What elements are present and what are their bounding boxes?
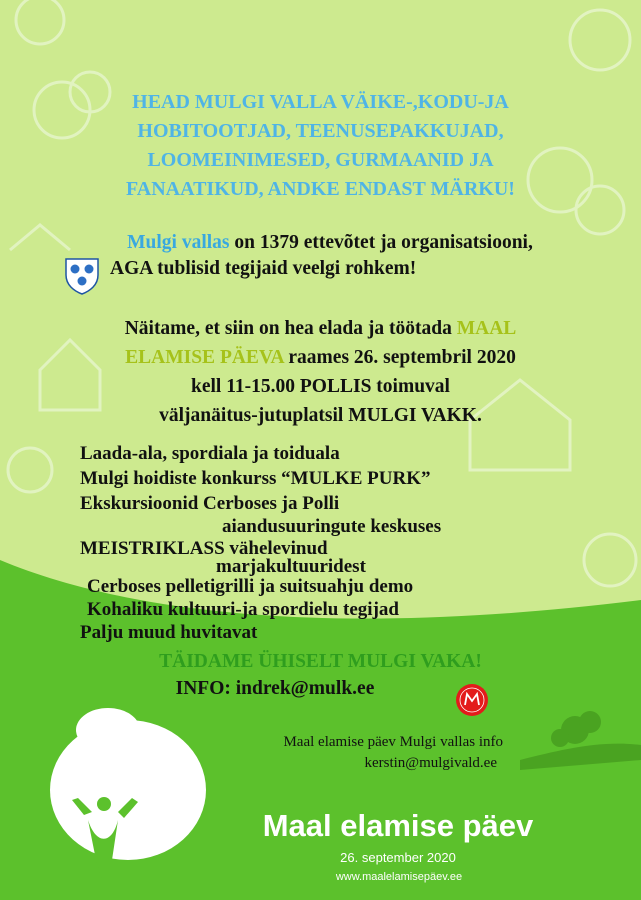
municipality-crest-icon [64, 257, 100, 295]
list-item: Mulgi hoidiste konkurss “MULKE PURK” [80, 468, 431, 489]
brand-title: Maal elamise päev [262, 808, 534, 843]
event-text: raames 26. septembril 2020 [283, 347, 516, 368]
event-line: väljanäitus-jutuplatsil MULGI VAKK. [159, 405, 482, 426]
event-paragraph [20, 314, 621, 430]
event-line [20, 343, 621, 372]
headline-line: HEAD MULGI VALLA VÄIKE-,KODU-JA [132, 91, 509, 113]
list-item: aiandusuuringute keskuses [222, 516, 442, 537]
intro-line-1 [40, 232, 620, 254]
brand-date: 26. september 2020 [340, 850, 456, 865]
headline-line: FANAATIKUD, ANDKE ENDAST MÄRKU! [126, 178, 515, 200]
list-item: Cerboses pelletigrilli ja suitsuahju demo [87, 576, 414, 597]
contact-email: kerstin@mulgivald.ee [364, 755, 497, 771]
headline [30, 88, 611, 204]
event-line: kell 11-15.00 POLLIS toimuval [191, 376, 450, 397]
headline-line: LOOMEINIMESED, GURMAANID JA [147, 149, 494, 171]
brand-url: www.maalelamisepäev.ee [335, 871, 463, 883]
event-highlight: MAAL [456, 318, 517, 339]
info-email: INFO: indrek@mulk.ee [175, 678, 375, 699]
event-line [20, 314, 621, 343]
municipality-highlight: Mulgi vallas [127, 232, 230, 253]
contact-info-line: Maal elamise päev Mulgi vallas info [283, 734, 503, 750]
intro-line-2: AGA tublisid tegijaid veelgi rohkem! [110, 258, 417, 279]
list-item: marjakultuuridest [216, 556, 366, 577]
list-item: Laada-ala, spordiala ja toiduala [80, 443, 340, 464]
intro-line-1-rest: on 1379 ettevõtet ja organisatsiooni, [229, 232, 533, 253]
list-item: Palju muud huvitavat [80, 622, 258, 643]
list-item: Kohaliku kultuuri-ja spordielu tegijad [87, 599, 399, 620]
call-to-action: TÄIDAME ÜHISELT MULGI VAKA! [159, 651, 482, 672]
list-item: Ekskursioonid Cerboses ja Polli [80, 493, 340, 514]
event-highlight: ELAMISE PÄEVA [125, 347, 284, 368]
headline-line: HOBITOOTJAD, TEENUSEPAKKUJAD, [137, 120, 504, 142]
event-text: Näitame, et siin on hea elada ja töötada [124, 318, 457, 339]
red-seal-icon [455, 683, 489, 717]
list-item: MEISTRIKLASS vähelevinud [80, 538, 328, 559]
